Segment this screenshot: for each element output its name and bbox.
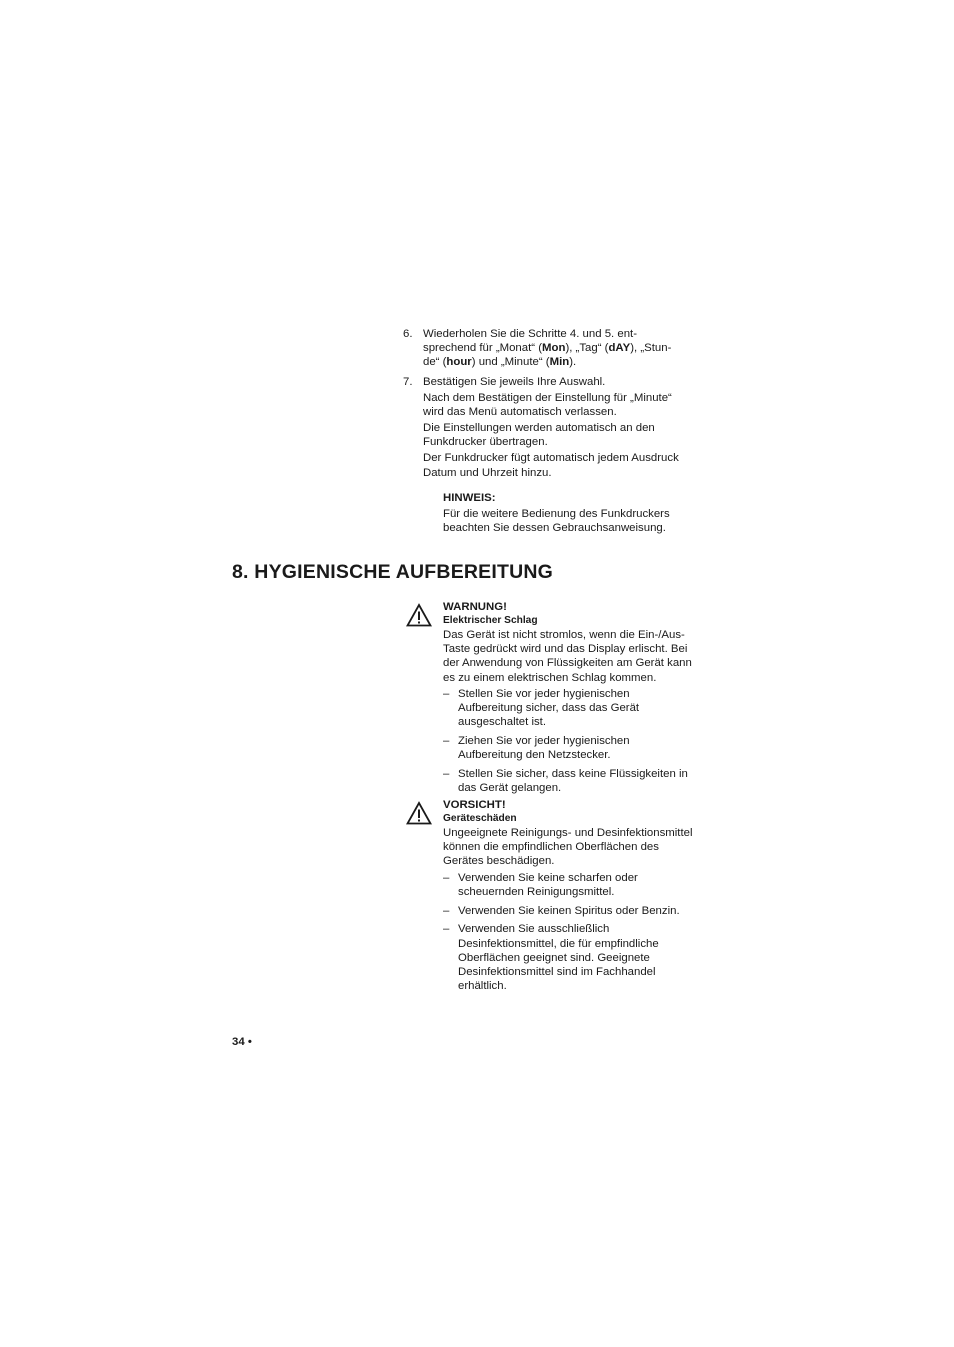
list-item: – Verwenden Sie ausschließlich Desinfektionsmittel, die für empfindliche Oberflächen geeignet sind. Geeignete Desinfektionsmittel sind im Fachhandel erhältlich. [443, 923, 659, 993]
list-item: – Stellen Sie sicher, dass keine Flüssigkeiten in das Gerät gelangen. [443, 768, 688, 795]
step-7 [403, 375, 693, 482]
list-item: – Stellen Sie vor jeder hygienischen Aufbereitung sicher, dass das Gerät ausgeschaltet ist. [443, 687, 640, 729]
note-label: HINWEIS: [443, 492, 496, 504]
step-number: 7. [403, 376, 413, 388]
list-dash: – [443, 687, 450, 700]
list-dash: – [443, 871, 450, 884]
warning-triangle-icon [406, 801, 432, 825]
step-paragraph: Nach dem Bestätigen der Einstellung für „Minute“ wird das Menü automatisch verlassen. [423, 392, 672, 419]
step-text [423, 375, 693, 480]
list-dash: – [443, 735, 450, 748]
warning-subheading: Elektrischer Schlag [443, 615, 538, 626]
caution-text: Ungeeignete Reinigungs- und Desinfektionsmittel können die empfindlichen Oberflächen des Gerätes beschädigen. [443, 827, 693, 868]
caution-subheading: Geräteschäden [443, 813, 517, 824]
step-6 [403, 327, 693, 370]
list-item: – Ziehen Sie vor jeder hygienischen Aufbereitung den Netzstecker. [443, 735, 630, 762]
caution-block [443, 798, 695, 998]
list-dash: – [443, 768, 450, 781]
list-item: – Verwenden Sie keine scharfen oder scheuernden Reinigungsmittel. [443, 871, 638, 898]
step-paragraph: Der Funkdrucker fügt automatisch jedem Ausdruck Datum und Uhrzeit hinzu. [423, 452, 679, 479]
step-number: 6. [403, 328, 413, 340]
page-number: 34 • [232, 1036, 252, 1048]
caution-heading: VORSICHT! [443, 799, 506, 811]
warning-triangle-icon [406, 603, 432, 627]
warning-text: Das Gerät ist nicht stromlos, wenn die Ein-/Aus-Taste gedrückt wird und das Display erlischt. Bei der Anwendung von Flüssigkeiten am Gerät kann es zu einem elektrischen Schlag kommen. [443, 629, 692, 684]
list-dash: – [443, 923, 450, 936]
step-paragraph: Bestätigen Sie jeweils Ihre Auswahl. [423, 376, 606, 388]
caution-list [443, 871, 695, 994]
list-item: – Verwenden Sie keinen Spiritus oder Benzin. [443, 904, 680, 917]
warning-list [443, 687, 695, 796]
warning-block [443, 600, 695, 800]
step-text: Wiederholen Sie die Schritte 4. und 5. ent- sprechend für „Monat“ (Mon), „Tag“ (dAY), „Stun- de“ (hour) und „Minute“ (Min). [423, 328, 672, 369]
warning-heading: WARNUNG! [443, 601, 507, 613]
note-text: Für die weitere Bedienung des Funkdruckers beachten Sie dessen Gebrauchsanweisung. [443, 508, 670, 535]
section-title: 8. HYGIENISCHE AUFBEREITUNG [232, 561, 554, 583]
note-block [443, 491, 693, 537]
list-dash: – [443, 904, 450, 917]
step-paragraph: Die Einstellungen werden automatisch an den Funkdrucker übertragen. [423, 422, 655, 449]
